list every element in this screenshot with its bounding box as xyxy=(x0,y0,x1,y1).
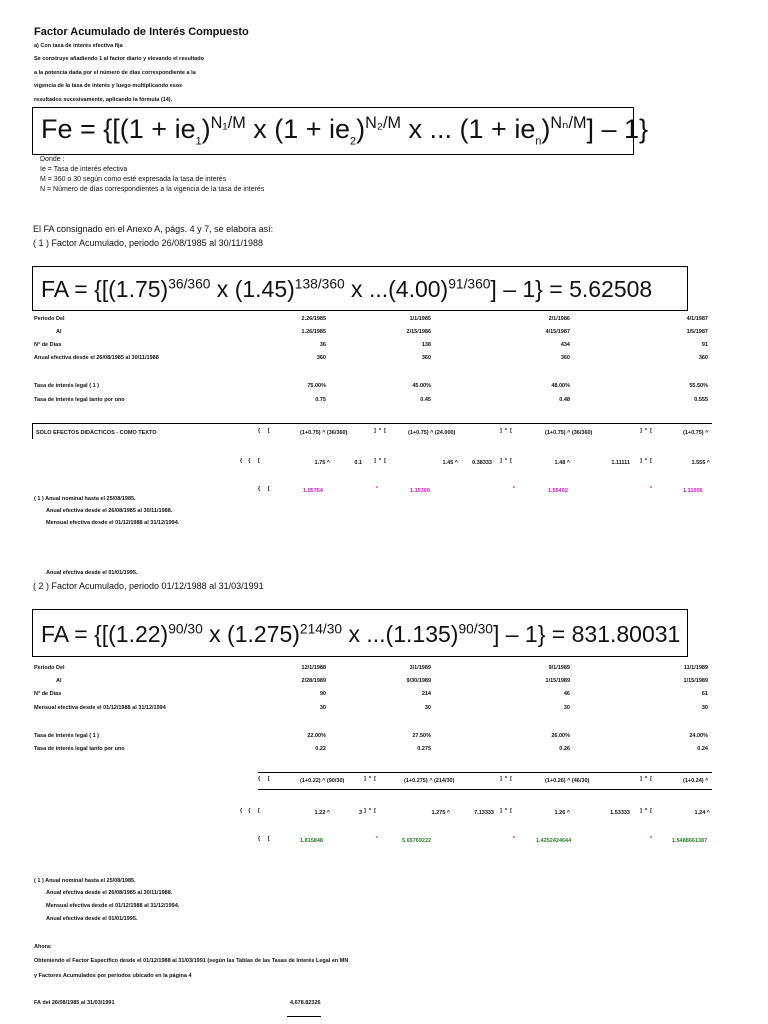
cell: 26.00% xyxy=(551,733,570,739)
cell: 30 xyxy=(424,705,431,711)
note-line: Anual efectiva desde el 01/01/1995. xyxy=(46,570,138,576)
bracket-glyph: ] * [ xyxy=(640,808,652,814)
bracket-glyph: ] * [ xyxy=(364,776,376,782)
expr: (1+0.24) ^ xyxy=(683,778,709,784)
cell: 214 xyxy=(421,691,431,697)
bracket-glyph: ] * [ xyxy=(500,428,512,434)
cell: 0.24 xyxy=(697,746,708,752)
divider xyxy=(258,789,712,790)
bracket-glyph: ] * [ xyxy=(500,808,512,814)
row-label: N° de Días xyxy=(34,342,62,348)
brace-glyph: { [ xyxy=(258,428,270,434)
expr: (1+0.75) ^ xyxy=(683,430,709,436)
expr: 1.275 ^ xyxy=(431,810,450,816)
cell: 0.22 xyxy=(315,746,326,752)
cell: 2/28/1989 xyxy=(301,678,326,684)
expr: 3 xyxy=(358,810,362,816)
bracket-glyph: ] * [ xyxy=(500,776,512,782)
times-glyph: * xyxy=(376,836,379,842)
expr: 1.45 ^ xyxy=(442,460,458,466)
cell: 138 xyxy=(421,342,431,348)
fa-formula-2: FA = {[$(1.22)^{90/30}$ x $(1.275)^{214/30}$ x $...(1.135)^{90/30}] - 1\} = 831.80031$ xyxy=(41,621,681,647)
section2-heading: ( 2 ) Factor Acumulado, periodo 01/12/1988 al 31/03/1991 xyxy=(33,581,264,591)
cell: 11/1/1989 xyxy=(683,665,708,671)
times-glyph: * xyxy=(650,486,653,492)
fa-total-value: 4,678.82326 xyxy=(290,1000,321,1006)
cell: 0.75 xyxy=(315,397,326,403)
cell: 75.00% xyxy=(307,383,326,389)
times-glyph: * xyxy=(376,486,379,492)
result-value: 1.11000 xyxy=(683,488,703,494)
note-line: Anual efectiva desde el 26/08/1985 al 30/11/1988. xyxy=(46,508,173,514)
legend-line: Donde : xyxy=(40,156,65,163)
times-glyph: * xyxy=(513,486,516,492)
cell: 2.26/1985 xyxy=(301,316,326,322)
note-line: Anual efectiva desde el 26/08/1985 al 30/11/1988. xyxy=(46,890,173,896)
fa-total-label: FA del 26/08/1985 al 31/03/1991 xyxy=(34,1000,115,1006)
cell: 4/1/1987 xyxy=(686,316,708,322)
cell: 0.26 xyxy=(559,746,570,752)
cell: 0.275 xyxy=(417,746,431,752)
expr: (1+0.22) ^ (90/30) xyxy=(300,778,345,784)
cell: 1/1/1985 xyxy=(409,316,431,322)
intro-line: vigencia de la tasa de interés y luego multiplicando esos xyxy=(34,83,183,89)
closing-label: Ahora: xyxy=(34,944,52,950)
note-line: Mensual efectiva desde el 01/12/1988 al 31/12/1994. xyxy=(46,520,180,526)
expr: 1.26 ^ xyxy=(554,810,570,816)
page-title: Factor Acumulado de Interés Compuesto xyxy=(34,26,249,38)
expr: 1.48 ^ xyxy=(554,460,570,466)
expr: (1+0.75) ^ (36/360) xyxy=(545,430,593,436)
cell: 360 xyxy=(698,355,708,361)
cell: 2/15/1986 xyxy=(406,329,431,335)
expr: 0.1 xyxy=(354,460,362,466)
cell: 24.00% xyxy=(689,733,708,739)
legend-line: M = 360 o 30 según como esté expresada la tasa de interés xyxy=(40,176,227,183)
closing-line: Obteniendo el Factor Específico desde el 01/12/1988 al 31/03/1991 (según las Tablas de las Tasas de Interés Legal en MN xyxy=(34,958,349,964)
bracket-glyph: ] * [ xyxy=(640,458,652,464)
row-label: Tasa de interés legal tanto por uno xyxy=(34,746,125,752)
result-value: 1.15300 xyxy=(410,488,430,494)
cell: 360 xyxy=(316,355,326,361)
result-value: 1.55402 xyxy=(548,488,568,494)
row-label: Periodo Del xyxy=(34,316,65,322)
row-label: Tasa de interés legal ( 1 ) xyxy=(34,733,100,739)
expr: (1+0.275) ^ (214/30) xyxy=(404,778,455,784)
cell: 1/15/1989 xyxy=(683,678,708,684)
brace-glyph: { [ xyxy=(258,486,270,492)
expr: 1.22 ^ xyxy=(314,810,330,816)
fa-formula-1: FA = {[$(1.75)^{36/360}$ x $(1.45)^{138/360}$ x $...(4.00)^{91/360}] - 1\} = 5.62508$ xyxy=(41,276,653,302)
note-line: ( 1 ) Anual nominal hasta el 25/08/1985. xyxy=(34,878,136,884)
result-value: 5.65769222 xyxy=(402,838,432,844)
cell: 30 xyxy=(563,705,570,711)
brace-glyph: { [ xyxy=(258,836,270,842)
expr: 7.13333 xyxy=(474,810,494,816)
legend-line: Ie = Tasa de interés efectiva xyxy=(40,166,128,173)
cell: 0.48 xyxy=(559,397,570,403)
cell: 0.555 xyxy=(694,397,708,403)
cell: 90 xyxy=(319,691,326,697)
row-label: Tasa de interés legal tanto por uno xyxy=(34,397,125,403)
cell: 9/30/1989 xyxy=(406,678,431,684)
bracket-glyph: ] * [ xyxy=(640,428,652,434)
expr: 1.53333 xyxy=(610,810,630,816)
underline xyxy=(287,1016,321,1017)
section-intro: El FA consignado en el Anexo A, págs. 4 y 7, se elabora así: xyxy=(33,224,274,234)
general-formula-box xyxy=(32,107,649,155)
expr: 1.24 ^ xyxy=(694,810,710,816)
expr: 1.555 ^ xyxy=(691,460,710,466)
divider xyxy=(258,772,712,773)
cell: 61 xyxy=(701,691,708,697)
result-value: 1.05754 xyxy=(303,488,323,494)
brace-glyph: { { [ xyxy=(240,808,260,814)
cell: 9/1/1989 xyxy=(548,665,570,671)
cell: 12/1/1988 xyxy=(301,665,326,671)
bracket-glyph: ] * [ xyxy=(640,776,652,782)
cell: 1/5/1987 xyxy=(686,329,708,335)
cell: 46 xyxy=(563,691,570,697)
expr: (1+0.75) ^ (24.000) xyxy=(408,430,456,436)
note-line: Mensual efectiva desde el 01/12/1988 al 31/12/1994. xyxy=(46,903,180,909)
cell: 91 xyxy=(701,342,708,348)
expr: 1.11111 xyxy=(611,460,630,466)
row-label: Al xyxy=(56,678,62,684)
row-label: N° de Días xyxy=(34,691,62,697)
cell: 27.50% xyxy=(412,733,431,739)
cell: 360 xyxy=(560,355,570,361)
expr: (1+0.75) ^ (36/360) xyxy=(300,430,348,436)
cell: 30 xyxy=(701,705,708,711)
didactic-label: SOLO EFECTOS DIDÁCTICOS - COMO TEXTO xyxy=(36,430,157,436)
cell: 2/1/1986 xyxy=(548,316,570,322)
intro-line: Se construye añadiendo 1 al factor diario y elevando el resultado xyxy=(34,56,204,62)
expr: (1+0.26) ^ (46/30) xyxy=(545,778,590,784)
times-glyph: * xyxy=(513,836,516,842)
cell: 45.00% xyxy=(412,383,431,389)
result-value: 1.5488661387 xyxy=(672,838,708,844)
cell: 1.26/1985 xyxy=(301,329,326,335)
times-glyph: * xyxy=(650,836,653,842)
general-formula: $Fe = \{[(1 + ie_1)^{N_1/M}$ x $(1 + ie_2)^{N_2/M}$ x ... $(1 + ie_n)^{N_n/M}] - 1$} xyxy=(41,114,649,148)
row-label: Periodo Del xyxy=(34,665,65,671)
cell: 55.50% xyxy=(689,383,708,389)
fa-formula-box-2 xyxy=(32,609,688,657)
bracket-glyph: ] * [ xyxy=(500,458,512,464)
cell: 36 xyxy=(319,342,326,348)
section1-heading: ( 1 ) Factor Acumulado, periodo 26/08/1985 al 30/11/1988 xyxy=(33,238,263,248)
brace-glyph: { [ xyxy=(258,776,270,782)
result-value: 1.4252424644 xyxy=(536,838,572,844)
brace-glyph: { { [ xyxy=(240,458,260,464)
cell: 30 xyxy=(319,705,326,711)
cell: 360 xyxy=(421,355,431,361)
bracket-glyph: ] * [ xyxy=(374,458,386,464)
row-label: Tasa de interés legal ( 1 ) xyxy=(34,383,100,389)
note-line: ( 1 ) Anual nominal hasta el 25/08/1985. xyxy=(34,496,136,502)
intro-line: a) Con tasa de interés efectiva fija xyxy=(34,43,123,49)
intro-line: resultados sucesivamente, aplicando la fórmula (14). xyxy=(34,97,173,103)
cell: 4/15/1987 xyxy=(545,329,570,335)
row-label: Anual efectiva desde el 26/08/1985 al 30/11/1988 xyxy=(34,355,159,361)
result-value: 1.815848 xyxy=(300,838,323,844)
divider xyxy=(32,423,712,424)
expr: 1.75 ^ xyxy=(314,460,330,466)
cell: 1/15/1989 xyxy=(545,678,570,684)
row-label: Mensual efectiva desde el 01/12/1988 al 31/12/1994 xyxy=(34,705,166,711)
note-line: Anual efectiva desde el 01/01/1995. xyxy=(46,916,138,922)
bracket-glyph: ] * [ xyxy=(374,428,386,434)
fa-formula-box-1 xyxy=(32,266,688,311)
cell: 0.45 xyxy=(420,397,431,403)
cell: 48.00% xyxy=(551,383,570,389)
closing-line: y Factores Acumulados por períodos ubicado en la página 4 xyxy=(34,973,192,979)
cell: 22.00% xyxy=(307,733,326,739)
row-label: Al xyxy=(56,329,62,335)
cell: 3/1/1989 xyxy=(409,665,431,671)
expr: 0.38333 xyxy=(472,460,492,466)
legend-line: N = Número de días correspondientes a la vigencia de la tasa de interés xyxy=(40,186,265,193)
intro-line: a la potencia dada por el número de días correspondiente a la xyxy=(34,70,196,76)
bracket-glyph: ] * [ xyxy=(364,808,376,814)
divider xyxy=(32,423,33,439)
cell: 434 xyxy=(560,342,570,348)
